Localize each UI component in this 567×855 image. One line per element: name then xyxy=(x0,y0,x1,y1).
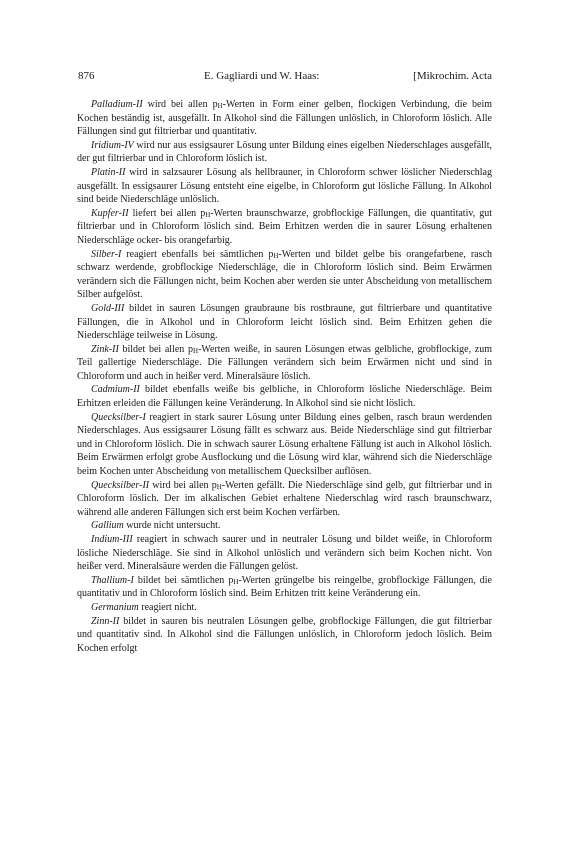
paragraph-text: bildet ebenfalls weiße bis gelbliche, in Chloroform lösliche Niederschläge. Beim Erhitzen erleiden die Fällungen keine Veränderung. In Alkohol sind sie nicht löslich. xyxy=(77,384,492,410)
paragraph-text: bildet in sauren Lösungen graubraune bis rostbraune, gut filtrierbare und quantitative Fällungen, die in Alkohol und in Chloroform leicht löslich sind. Beim Erhitzen gehen die Niederschläge teilweise in Lösung. xyxy=(77,302,492,342)
element-name: Platin-II xyxy=(91,166,126,178)
element-name: Zinn-II xyxy=(91,615,120,627)
ph-symbol: $p_H$ xyxy=(228,574,239,586)
paragraph xyxy=(77,98,492,139)
paragraph xyxy=(77,574,492,601)
paragraph xyxy=(77,411,492,479)
ph-symbol: $p_H$ xyxy=(268,248,279,260)
page-number: 876 xyxy=(78,70,95,82)
paragraph xyxy=(77,601,492,615)
paragraph xyxy=(77,248,492,302)
element-name: Kupfer-II xyxy=(91,207,129,219)
paragraph xyxy=(77,166,492,207)
paragraph-text: wird in salzsaurer Lösung als hellbrauner, in Chloroform schwer löslicher Niederschlag ausgefällt. In essigsaurer Lösung entsteht eine eigelbe, in Chloroform gut lösliche Fällung. In Alkohol sind beide Niederschläge unlöslich. xyxy=(77,166,492,206)
paragraph xyxy=(77,383,492,410)
paragraph-text: bildet bei allen $p_H$-Werten weiße, in sauren Lösungen etwas gelbliche, grobflockige, zum Teil gallertige Niederschläge. Die Fällungen verändern sich beim Erwärmen nicht und sind in Chloroform und auch in heißer verd. Mineralsäure löslich. xyxy=(77,343,492,382)
element-name: Quecksilber-I xyxy=(91,411,146,423)
element-name: Gallium xyxy=(91,520,124,532)
paragraph-text: wird bei allen $p_H$-Werten gefällt. Die Niederschläge sind gelb, gut filtrierbar und in Chloroform löslich. Der im alkalischen Gebiet erhaltene Niederschlag wird rasch braunschwarz, während alle anderen Fällungen sich erst beim Kochen verfärben. xyxy=(77,479,492,518)
body-text xyxy=(77,98,492,655)
ph-symbol: $p_H$ xyxy=(188,343,199,355)
element-name: Thallium-I xyxy=(91,574,134,586)
running-journal: [Mikrochim. Acta xyxy=(413,70,492,82)
element-name: Cadmium-II xyxy=(91,384,140,396)
paragraph xyxy=(77,519,492,533)
running-header xyxy=(78,69,492,83)
paragraph-text: reagiert ebenfalls bei sämtlichen $p_H$-Werten und bildet gelbe bis orangefarbene, rasch schwarz werdende, grobflockige Niederschläge, die in Chloroform löslich sind. Beim Erwärmen verändern sich die Fällungen nicht, beim Kochen aber werden sie unter Abscheidung von metallischem Silber aufgelöst. xyxy=(77,248,492,301)
element-name: Gold-III xyxy=(91,302,125,314)
ph-symbol: $p_H$ xyxy=(212,99,223,110)
ph-symbol: $p_H$ xyxy=(211,479,222,491)
element-name: Palladium-II xyxy=(91,99,143,110)
element-name: Indium-III xyxy=(91,534,133,545)
paragraph xyxy=(77,302,492,343)
paragraph xyxy=(77,615,492,656)
paragraph-text: reagiert nicht. xyxy=(138,601,197,613)
element-name: Iridium-IV xyxy=(91,139,134,151)
element-name: Silber-I xyxy=(91,248,122,260)
element-name: Quecksilber-II xyxy=(91,479,150,491)
paragraph-text: liefert bei allen $p_H$-Werten braunschwarze, grobflockige Fällungen, die quantitativ, gut filtrierbar und in Chloroform löslich sind. Beim Erhitzen werden die in saurer Lösung erhaltenen Niederschläge ocker- bis orangefarbig. xyxy=(77,207,492,246)
paragraph xyxy=(77,479,492,520)
paragraph-text: reagiert in stark saurer Lösung unter Bildung eines gelben, rasch braun werdenden Niederschlages. Aus essigsaurer Lösung fällt es schwarz aus. Beide Niederschläge sind gut filtrierbar und in Chloroform löslich. Die in schwach saurer Lösung erhaltene Fällung ist auch in Alkohol löslich. Beim Erwärmen erfolgt grobe Ausflockung und die Lösung wird klar, während sich die Niederschläge beim Kochen unter Abscheidung von metallischem Quecksilber auflösen. xyxy=(77,411,492,478)
paragraph xyxy=(77,533,492,574)
paragraph-text: bildet in sauren bis neutralen Lösungen gelbe, grobflockige Fällungen, die gut filtrierbar und quantitativ sind. In Alkohol sind die Fällungen unlöslich, in Chloroform jedoch löslich. Beim Kochen erfolgt xyxy=(77,615,492,654)
paragraph-text: wird bei allen $p_H$-Werten in Form einer gelben, flockigen Verbindung, die beim Kochen beständig ist, ausgefällt. In Alkohol sind die Fällungen unlöslich, in Chloroform löslich. Alle Fällungen sind gut filtrierbar und quantitativ. xyxy=(77,99,493,138)
paragraph-text: wird nur aus essigsaurer Lösung unter Bildung eines eigelben Niederschlages ausgefällt, der gut filtrierbar und in Chloroform löslich ist. xyxy=(77,139,492,165)
paragraph-text: reagiert in schwach saurer und in neutraler Lösung und bildet weiße, in Chloroform lösliche Niederschläge. Sie sind in Alkohol unlöslich und verändern sich beim Kochen nicht. Von heißer verd. Mineralsäure werden die Fällungen gelöst. xyxy=(77,534,492,573)
element-name: Zink-II xyxy=(91,343,119,355)
paragraph-text: bildet bei sämtlichen $p_H$-Werten grüngelbe bis reingelbe, grobflockige Fällungen, die quantitativ und in Chloroform löslich sind. Beim Erhitzen tritt keine Veränderung ein. xyxy=(77,574,493,600)
paragraph xyxy=(77,343,492,384)
element-name: Germanium xyxy=(91,601,139,613)
paragraph-text: wurde nicht untersucht. xyxy=(123,520,221,532)
ph-symbol: $p_H$ xyxy=(200,207,211,219)
paragraph xyxy=(77,139,492,166)
running-authors: E. Gagliardi und W. Haas: xyxy=(204,70,320,82)
paragraph xyxy=(77,207,492,248)
